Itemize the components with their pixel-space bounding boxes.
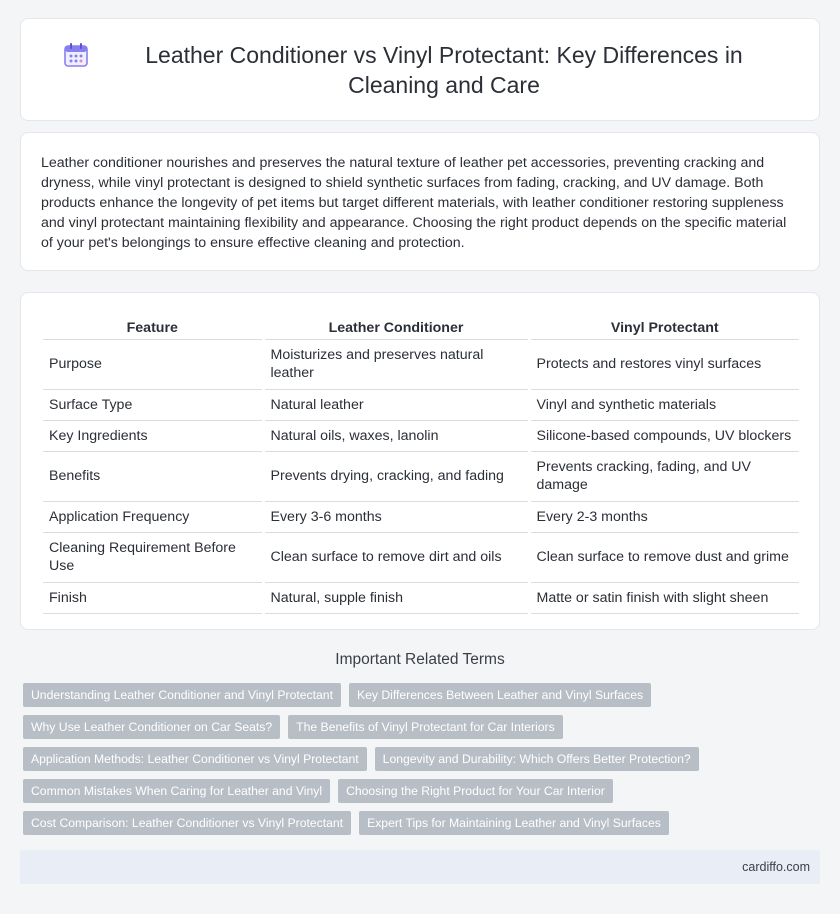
table-cell-feature: Surface Type [43,389,263,420]
page-title: Leather Conditioner vs Vinyl Protectant: Key Differences in Cleaning and Care [145,41,743,98]
table-cell-feature: Application Frequency [43,501,263,532]
table-row [43,532,799,582]
table-cell-feature: Key Ingredients [43,420,263,451]
table-row [43,501,799,532]
table-cell-leather: Natural leather [263,389,529,420]
table-header-row [43,307,799,339]
related-terms-list [23,683,813,835]
table-row [43,582,799,613]
related-term-tag[interactable]: Key Differences Between Leather and Vinyl Surfaces [349,683,651,707]
column-header-leather-conditioner: Leather Conditioner [263,307,529,339]
table-cell-leather: Clean surface to remove dirt and oils [263,532,529,582]
related-term-tag[interactable]: Longevity and Durability: Which Offers Better Protection? [375,747,699,771]
table-row [43,339,799,389]
table-row [43,451,799,501]
table-cell-leather: Natural, supple finish [263,582,529,613]
related-terms-heading: Important Related Terms [335,651,505,668]
related-term-tag[interactable]: The Benefits of Vinyl Protectant for Car Interiors [288,715,563,739]
table-cell-vinyl: Prevents cracking, fading, and UV damage [529,451,799,501]
related-term-tag[interactable]: Cost Comparison: Leather Conditioner vs Vinyl Protectant [23,811,351,835]
column-header-vinyl-protectant: Vinyl Protectant [529,307,799,339]
table-cell-vinyl: Clean surface to remove dust and grime [529,532,799,582]
calendar-icon [61,40,91,70]
intro-paragraph: Leather conditioner nourishes and preserves the natural texture of leather pet accessories, preventing cracking and dryness, while vinyl protectant is designed to shield synthetic surfaces from fading, cracking, and UV damage. Both products enhance the longevity of pet items but target different materials, with leather conditioner restoring suppleness and vinyl protectant maintaining flexibility and appearance. Choosing the right product depends on the specific material of your pet's belongings to ensure effective cleaning and protection. [41,155,787,251]
table-cell-vinyl: Every 2-3 months [529,501,799,532]
table-row [43,420,799,451]
table-cell-feature: Benefits [43,451,263,501]
comparison-table-card [20,292,820,630]
table-cell-vinyl: Matte or satin finish with slight sheen [529,582,799,613]
related-term-tag[interactable]: Understanding Leather Conditioner and Vinyl Protectant [23,683,341,707]
footer-site-name[interactable]: cardiffo.com [742,860,810,874]
table-cell-leather: Natural oils, waxes, lanolin [263,420,529,451]
table-cell-leather: Moisturizes and preserves natural leather [263,339,529,389]
related-term-tag[interactable]: Common Mistakes When Caring for Leather and Vinyl [23,779,330,803]
intro-card [20,132,820,271]
footer [20,850,820,884]
related-term-tag[interactable]: Expert Tips for Maintaining Leather and Vinyl Surfaces [359,811,669,835]
header-card [20,18,820,121]
related-term-tag[interactable]: Choosing the Right Product for Your Car Interior [338,779,613,803]
table-cell-feature: Purpose [43,339,263,389]
column-header-feature: Feature [43,307,263,339]
related-term-tag[interactable]: Application Methods: Leather Conditioner vs Vinyl Protectant [23,747,367,771]
table-cell-leather: Prevents drying, cracking, and fading [263,451,529,501]
comparison-table [43,307,799,614]
table-cell-feature: Cleaning Requirement Before Use [43,532,263,582]
table-cell-feature: Finish [43,582,263,613]
table-cell-vinyl: Silicone-based compounds, UV blockers [529,420,799,451]
table-cell-leather: Every 3-6 months [263,501,529,532]
table-row [43,389,799,420]
table-cell-vinyl: Protects and restores vinyl surfaces [529,339,799,389]
table-cell-vinyl: Vinyl and synthetic materials [529,389,799,420]
related-term-tag[interactable]: Why Use Leather Conditioner on Car Seats? [23,715,280,739]
